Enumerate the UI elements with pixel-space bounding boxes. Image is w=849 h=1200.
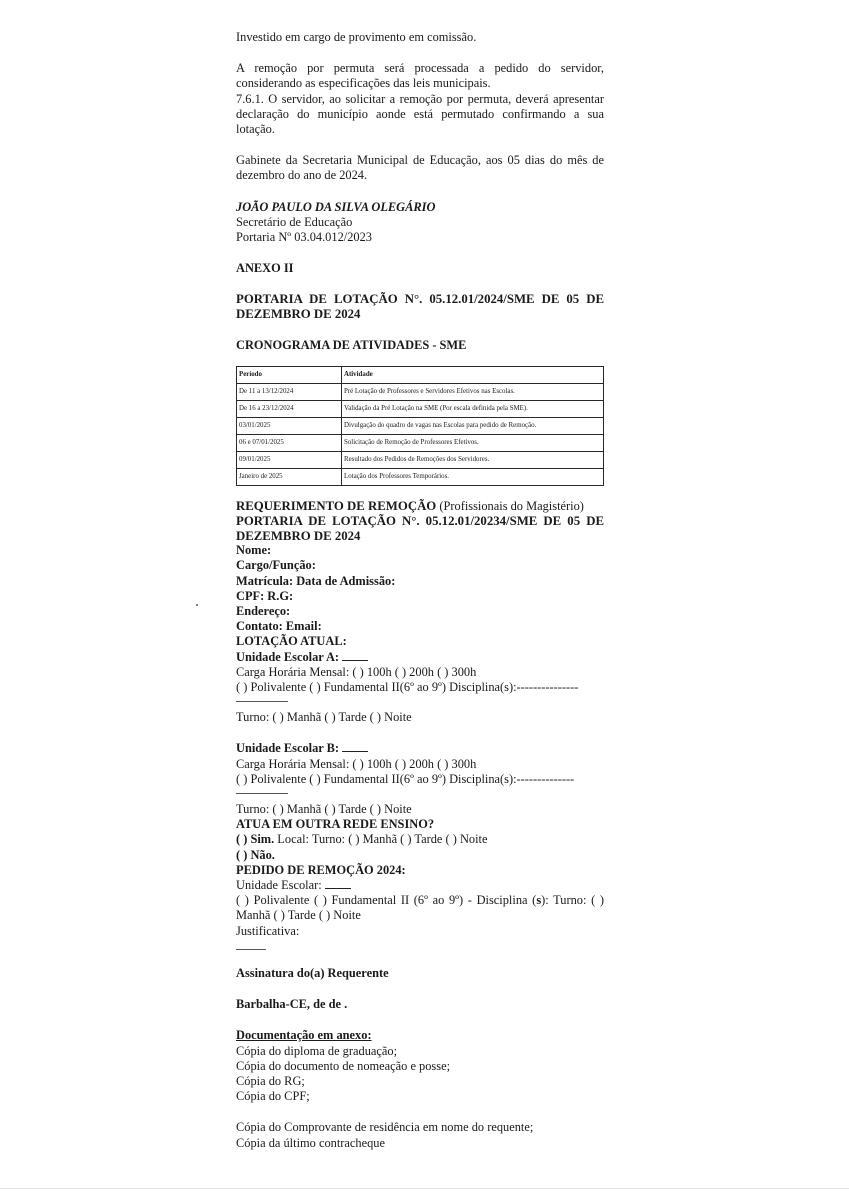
item-761-paragraph: 7.6.1. O servidor, ao solicitar a remoção por permuta, deverá apresentar declaração do município aonde está permutado confirmando a sua lotação.	[236, 91, 604, 137]
documentacao-heading: Documentação em anexo:	[236, 1028, 372, 1043]
table-row	[237, 400, 604, 417]
table-cell-periodo: 06 e 07/01/2025	[237, 434, 342, 451]
unidade-a-blank	[342, 650, 368, 661]
local-data-line: Barbalha-CE, de de .	[236, 997, 348, 1012]
signatory-name: JOÃO PAULO DA SILVA OLEGÁRIO	[236, 199, 436, 214]
unidade-b-field	[236, 741, 604, 756]
turno-b-options: Turno: ( ) Manhã ( ) Tarde ( ) Noite	[236, 802, 412, 817]
table-cell-periodo: De 11 a 13/12/2024	[237, 383, 342, 400]
gabinete-paragraph: Gabinete da Secretaria Municipal de Educação, aos 05 dias do mês de dezembro do ano de 2024.	[236, 153, 604, 183]
pedido-polivalente-options	[236, 893, 604, 923]
field-cargo: Cargo/Função:	[236, 558, 316, 573]
doc-item: Cópia da último contracheque	[236, 1135, 385, 1150]
requerimento-title: REQUERIMENTO DE REMOÇÃO	[236, 498, 437, 513]
table-cell-periodo: De 16 a 23/12/2024	[237, 400, 342, 417]
table-cell-atividade: Solicitação de Remoção de Professores Efetivos.	[342, 434, 604, 451]
table-row	[237, 383, 604, 400]
cronograma-title: CRONOGRAMA DE ATIVIDADES - SME	[236, 337, 467, 352]
requerimento-portaria: PORTARIA DE LOTAÇÃO N°. 05.12.01/20234/SME DE 05 DE DEZEMBRO DE 2024	[236, 514, 604, 543]
signatory-role: Secretário de Educação	[236, 214, 353, 229]
polivalente-b-options: ( ) Polivalente ( ) Fundamental II(6º ao 9º) Disciplina(s):--------------	[236, 771, 575, 786]
field-matricula: Matrícula: Data de Admissão:	[236, 573, 396, 588]
field-cpf-rg: CPF: R.G:	[236, 588, 294, 603]
requerimento-heading	[236, 499, 604, 514]
page-bottom-edge	[0, 1188, 849, 1189]
table-row	[237, 434, 604, 451]
anexo-portaria-heading: PORTARIA DE LOTAÇÃO N°. 05.12.01/2024/SME DE 05 DE DEZEMBRO DE 2024	[236, 292, 604, 322]
table-header-row	[237, 366, 604, 383]
table-cell-atividade: Resultado dos Pedidos de Remoções dos Servidores.	[342, 451, 604, 468]
signatory-portaria: Portaria Nº 03.04.012/2023	[236, 230, 372, 245]
lotacao-atual-heading: LOTAÇÃO ATUAL:	[236, 634, 347, 649]
unidade-a-label: Unidade Escolar A:	[236, 649, 340, 664]
intro-line: Investido em cargo de provimento em comissão.	[236, 30, 477, 44]
table-row	[237, 417, 604, 434]
sim-details: Local: Turno: ( ) Manhã ( ) Tarde ( ) Noite	[274, 832, 488, 847]
table-cell-atividade: Validação da Pré Lotação na SME (Por escala definida pela SME).	[342, 400, 604, 417]
table-row	[237, 468, 604, 485]
carga-a-options: Carga Horária Mensal: ( ) 100h ( ) 200h ( ) 300h	[236, 664, 477, 679]
table-cell-periodo: 03/01/2025	[237, 417, 342, 434]
cronograma-table	[236, 366, 604, 486]
pedido-options-part1: ( ) Polivalente ( ) Fundamental II (6º ao 9º) - Disciplina (	[236, 893, 537, 908]
pedido-options-s: s	[536, 893, 542, 908]
unidade-a-field	[236, 650, 604, 665]
table-row	[237, 451, 604, 468]
doc-item: Cópia do Comprovante de residência em nome do requente;	[236, 1120, 534, 1135]
unidade-b-label: Unidade Escolar B:	[236, 741, 340, 756]
remocao-paragraph: A remoção por permuta será processada a pedido do servidor, considerando as especificações das leis municipais.	[236, 61, 604, 91]
divider-line	[236, 793, 288, 794]
table-cell-atividade: Lotação dos Professores Temporários.	[342, 468, 604, 485]
requerimento-subtitle: (Profissionais do Magistério)	[436, 498, 584, 513]
sim-option	[236, 832, 604, 847]
table-cell-periodo: 09/01/2025	[237, 451, 342, 468]
doc-item: Cópia do RG;	[236, 1073, 305, 1088]
pedido-options-part2: ): Turno: ( ) Manhã ( ) Tarde ( ) Noite	[236, 893, 604, 923]
pedido-heading: PEDIDO DE REMOÇÃO 2024:	[236, 862, 406, 877]
polivalente-a-options: ( ) Polivalente ( ) Fundamental II(6º ao 9º) Disciplina(s):---------------	[236, 680, 579, 695]
doc-item: Cópia do CPF;	[236, 1089, 310, 1104]
scan-speck	[196, 604, 198, 606]
outra-rede-question: ATUA EM OUTRA REDE ENSINO?	[236, 817, 435, 832]
table-cell-periodo: Janeiro de 2025	[237, 468, 342, 485]
justificativa-line	[236, 949, 266, 950]
nao-option: ( ) Não.	[236, 847, 275, 862]
unidade-escolar-blank	[325, 878, 351, 889]
field-nome: Nome:	[236, 543, 272, 558]
table-header-atividade: Atividade	[342, 366, 604, 383]
doc-item: Cópia do diploma de graduação;	[236, 1043, 398, 1058]
carga-b-options: Carga Horária Mensal: ( ) 100h ( ) 200h ( ) 300h	[236, 756, 477, 771]
doc-item: Cópia do documento de nomeação e posse;	[236, 1058, 451, 1073]
document-page	[236, 30, 604, 1151]
sim-label: ( ) Sim.	[236, 832, 275, 847]
field-endereco: Endereço:	[236, 604, 291, 619]
anexo-title: ANEXO II	[236, 261, 294, 276]
assinatura-label: Assinatura do(a) Requerente	[236, 965, 389, 980]
unidade-escolar-label: Unidade Escolar:	[236, 878, 322, 893]
unidade-escolar-field	[236, 878, 604, 893]
table-cell-atividade: Pré Lotação de Professores e Servidores Efetivos nas Escolas.	[342, 383, 604, 400]
table-cell-atividade: Divulgação do quadro de vagas nas Escolas para pedido de Remoção.	[342, 417, 604, 434]
divider-line	[236, 701, 288, 702]
justificativa-label: Justificativa:	[236, 923, 300, 938]
table-header-periodo: Período	[237, 366, 342, 383]
turno-a-options: Turno: ( ) Manhã ( ) Tarde ( ) Noite	[236, 710, 412, 725]
unidade-b-blank	[342, 741, 368, 752]
field-contato: Contato: Email:	[236, 619, 322, 634]
